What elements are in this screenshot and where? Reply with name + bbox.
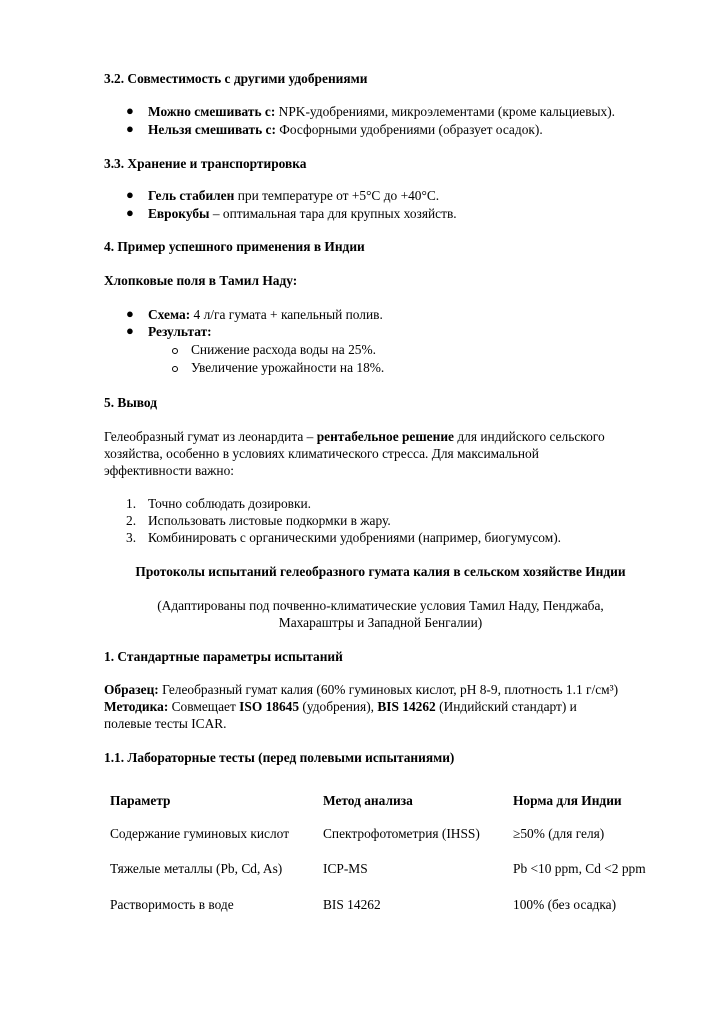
section-4-heading: 4. Пример успешного применения в Индии <box>104 239 365 254</box>
protocol-subtitle-1: (Адаптированы под почвенно-климатические условия Тамил Наду, Пенджаба, <box>157 598 604 613</box>
table-cell: ICP-MS <box>323 861 368 876</box>
list-item: Комбинировать с органическими удобрениями (например, биогумусом). <box>148 530 562 545</box>
bullet-icon: ● <box>126 187 134 202</box>
storage-item-1: Гель стабилен при температуре от +5°C до +40°C. <box>148 188 440 203</box>
result-item: Результат: <box>148 324 212 339</box>
result-sub-item-1: Снижение расхода воды на 25%. <box>191 342 376 357</box>
conclusion-line-3: эффективности важно: <box>104 463 234 478</box>
section-3-3-heading: 3.3. Хранение и транспортировка <box>104 156 307 171</box>
table-cell: Содержание гуминовых кислот <box>110 826 290 841</box>
list-item: Точно соблюдать дозировки. <box>148 496 312 511</box>
bullet-icon: ● <box>126 205 134 220</box>
bullet-icon: ● <box>126 121 134 136</box>
list-number: 2. <box>126 513 137 528</box>
storage-item-2: Еврокубы – оптимальная тара для крупных хозяйств. <box>148 206 457 221</box>
conclusion-line-2: хозяйства, особенно в условиях климатического стресса. Для максимальной <box>104 446 539 461</box>
method-line: Методика: Совмещает ISO 18645 (удобрения), BIS 14262 (Индийский стандарт) и <box>104 699 577 714</box>
scheme-item: Схема: 4 л/га гумата + капельный полив. <box>148 307 383 322</box>
table-cell: 100% (без осадка) <box>513 897 617 912</box>
section-1-heading: 1. Стандартные параметры испытаний <box>104 649 343 664</box>
bullet-icon: ● <box>126 323 134 338</box>
protocol-title: Протоколы испытаний гелеобразного гумата калия в сельском хозяйстве Индии <box>135 564 626 579</box>
method-line-2: полевые тесты ICAR. <box>104 716 227 731</box>
table-cell: Тяжелые металлы (Pb, Cd, As) <box>110 861 283 876</box>
compat-item-2: Нельзя смешивать с: Фосфорными удобрениями (образует осадок). <box>148 122 543 137</box>
protocol-subtitle-2: Махараштры и Западной Бенгалии) <box>278 615 483 630</box>
sample-line: Образец: Гелеобразный гумат калия (60% гуминовых кислот, pH 8-9, плотность 1.1 г/см³) <box>104 682 619 697</box>
table-cell: ≥50% (для геля) <box>513 826 605 841</box>
table-cell: BIS 14262 <box>323 897 381 912</box>
section-4-subheading: Хлопковые поля в Тамил Наду: <box>104 273 298 288</box>
circle-bullet-icon <box>172 348 178 354</box>
section-3-2-heading: 3.2. Совместимость с другими удобрениями <box>104 71 368 86</box>
bullet-icon: ● <box>126 103 134 118</box>
list-item: Использовать листовые подкормки в жару. <box>148 513 391 528</box>
compat-item-1: Можно смешивать с: NPK-удобрениями, микроэлементами (кроме кальциевых). <box>148 104 616 119</box>
result-sub-item-2: Увеличение урожайности на 18%. <box>191 360 385 375</box>
bullet-icon: ● <box>126 306 134 321</box>
section-1-1-heading: 1.1. Лабораторные тесты (перед полевыми испытаниями) <box>104 750 455 765</box>
table-header-cell: Параметр <box>110 793 171 808</box>
table-cell: Спектрофотометрия (IHSS) <box>323 826 480 841</box>
list-number: 1. <box>126 496 137 511</box>
table-header-cell: Метод анализа <box>323 793 413 808</box>
table-header-cell: Норма для Индии <box>513 793 622 808</box>
table-cell: Растворимость в воде <box>110 897 234 912</box>
section-5-heading: 5. Вывод <box>104 395 157 410</box>
circle-bullet-icon <box>172 366 178 372</box>
list-number: 3. <box>126 530 137 545</box>
conclusion-line-1: Гелеобразный гумат из леонардита – рентабельное решение для индийского сельского <box>104 429 605 444</box>
table-cell: Pb <10 ppm, Cd <2 ppm <box>513 861 646 876</box>
